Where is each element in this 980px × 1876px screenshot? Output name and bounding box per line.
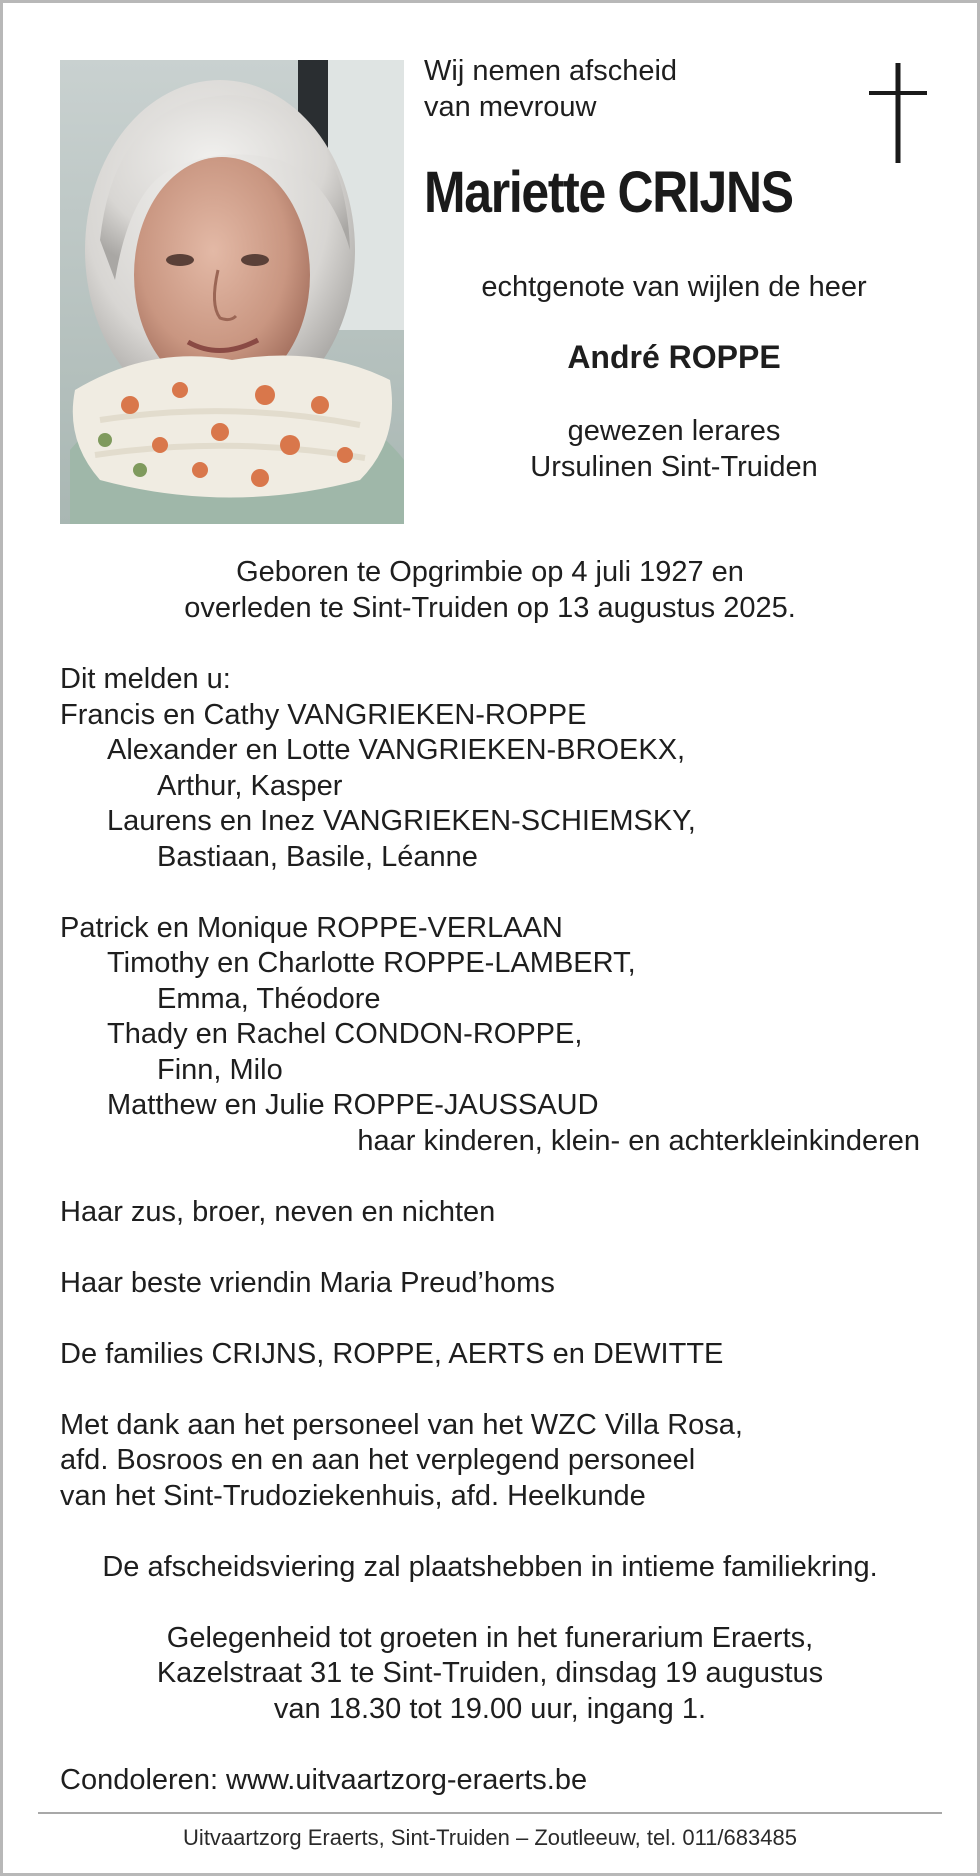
family-line: Thady en Rachel CONDON-ROPPE, xyxy=(107,1018,583,1050)
friend-line: Haar beste vriendin Maria Preud’homs xyxy=(60,1266,555,1299)
visitation-line: Gelegenheid tot groeten in het funerarium Eraerts, xyxy=(166,1621,814,1654)
spacer xyxy=(60,1585,920,1621)
spouse-name: André ROPPE xyxy=(567,339,781,375)
footer-divider xyxy=(38,1812,942,1814)
deceased-name: Mariette CRIJNS xyxy=(424,160,793,225)
families-line: De families CRIJNS, ROPPE, AERTS en DEWITTE xyxy=(60,1337,724,1370)
spacer xyxy=(60,1301,920,1337)
family-line: Emma, Théodore xyxy=(157,982,381,1015)
spacer xyxy=(60,1372,920,1408)
thanks-line: afd. Bosroos en en aan het verplegend personeel xyxy=(60,1444,696,1476)
spouse-intro: echtgenote van wijlen de heer xyxy=(481,271,867,303)
portrait-photo xyxy=(60,60,404,524)
family-line: Francis en Cathy VANGRIEKEN-ROPPE xyxy=(60,698,587,731)
spacer xyxy=(60,1230,920,1266)
birth-line: Geboren te Opgrimbie op 4 juli 1927 en xyxy=(236,556,744,588)
profession-line: gewezen lerares xyxy=(567,415,781,447)
death-line: overleden te Sint-Truiden op 13 augustus 2025. xyxy=(184,591,796,624)
ceremony-text: De afscheidsviering zal plaatshebben in intieme familiekring. xyxy=(102,1550,878,1583)
family-section xyxy=(60,662,920,1798)
intro-line: Wij nemen afscheid xyxy=(424,55,678,87)
family-line: Patrick en Monique ROPPE-VERLAAN xyxy=(60,911,563,944)
family-summary: haar kinderen, klein- en achterkleinkinderen xyxy=(357,1124,920,1157)
family-line: Laurens en Inez VANGRIEKEN-SCHIEMSKY, xyxy=(107,805,696,837)
family-line: Arthur, Kasper xyxy=(157,769,343,802)
family-heading: Dit melden u: xyxy=(60,663,231,695)
family-line: Finn, Milo xyxy=(157,1053,283,1086)
family-line: Bastiaan, Basile, Léanne xyxy=(157,840,478,873)
intro-line: van mevrouw xyxy=(424,91,597,123)
birth-death-text xyxy=(60,555,920,626)
siblings-line: Haar zus, broer, neven en nichten xyxy=(60,1195,496,1228)
spacer xyxy=(60,1514,920,1550)
spacer xyxy=(60,1159,920,1195)
visitation-line: van 18.30 tot 19.00 uur, ingang 1. xyxy=(273,1692,707,1725)
visitation-line: Kazelstraat 31 te Sint-Truiden, dinsdag 19 augustus xyxy=(156,1657,824,1689)
family-line: Matthew en Julie ROPPE-JAUSSAUD xyxy=(107,1089,599,1121)
footer-text: Uitvaartzorg Eraerts, Sint-Truiden – Zoutleeuw, tel. 011/683485 xyxy=(183,1825,797,1850)
family-line: Timothy en Charlotte ROPPE-LAMBERT, xyxy=(107,947,636,979)
intro-text xyxy=(424,53,677,125)
thanks-line: Met dank aan het personeel van het WZC Villa Rosa, xyxy=(60,1408,743,1441)
thanks-line: van het Sint-Trudoziekenhuis, afd. Heelkunde xyxy=(60,1479,646,1512)
profession-line: Ursulinen Sint-Truiden xyxy=(530,451,818,483)
cross-icon xyxy=(869,63,927,163)
profession xyxy=(424,413,924,485)
spacer xyxy=(60,875,920,911)
family-line: Alexander en Lotte VANGRIEKEN-BROEKX, xyxy=(107,734,686,766)
condolences-link[interactable]: Condoleren: www.uitvaartzorg-eraerts.be xyxy=(60,1763,588,1796)
spacer xyxy=(60,1727,920,1763)
